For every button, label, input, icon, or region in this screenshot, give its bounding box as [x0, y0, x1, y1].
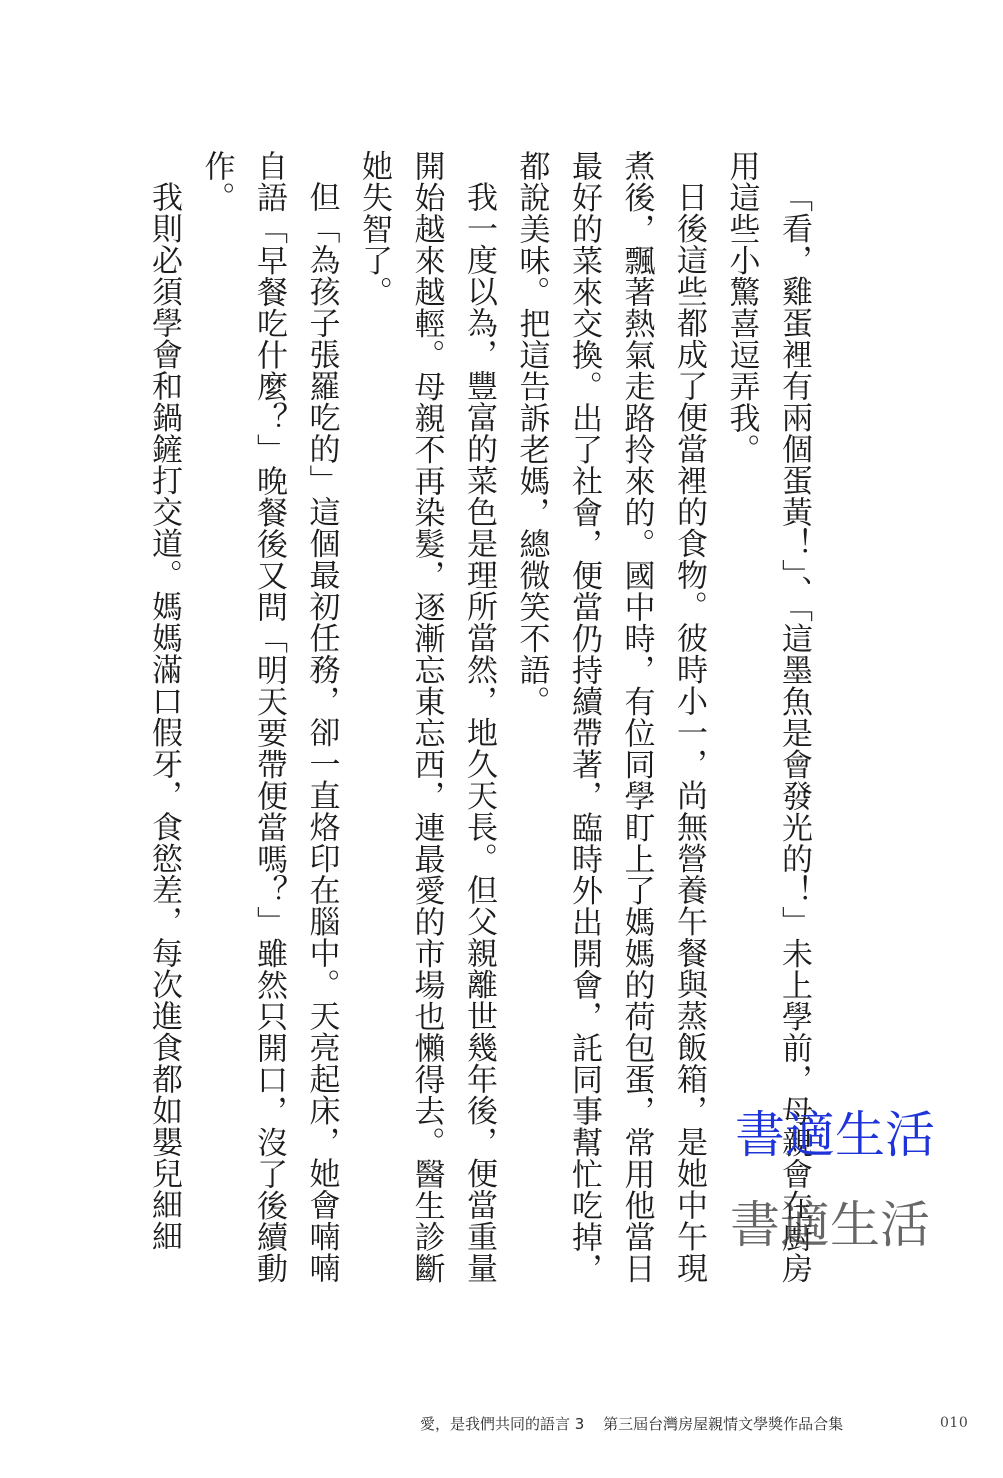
footer-series-title: 愛，是我們共同的語言 3 — [420, 1415, 585, 1433]
footer-collection-title: 第三屆台灣房屋親情文學獎作品合集 — [603, 1415, 844, 1433]
body-text — [146, 150, 820, 1290]
watermark-gray: 書適生活 — [730, 1196, 930, 1254]
paragraph-2: 日後這些都成了便當裡的食物。彼時小一，尚無營養午餐與蒸飯箱，是她中午現煮後，飄著熱氣走路拎來的。國中時，有位同學盯上了媽媽的荷包蛋，常用他當日最好的菜來交換。出了社會，便當仍持續帶著，臨時外出開會，託同事幫忙吃掉，都說美味。把這告訴老媽，總微笑不語。 — [513, 150, 707, 1284]
paragraph-1: 「看，雞蛋裡有兩個蛋黃！」、「這墨魚是會發光的！」未上學前，母親會在廚房用這些小驚喜逗弄我。 — [723, 150, 812, 1284]
page-number: 010 — [940, 1415, 969, 1431]
watermark-blue: 書適生活 — [735, 1106, 935, 1164]
paragraph-5: 我則必須學會和鍋鏟打交道。媽媽滿口假牙，食慾差，每次進食都如嬰兒細細 — [146, 181, 182, 1252]
running-footer — [420, 1413, 843, 1434]
paragraph-3: 我一度以為，豐富的菜色是理所當然，地久天長。但父親離世幾年後，便當重量開始越來越輕。母親不再染髮，逐漸忘東忘西，連最愛的市場也懶得去。醫生診斷她失智了。 — [356, 150, 497, 1284]
paragraph-4: 但「為孩子張羅吃的」這個最初任務，卻一直烙印在腦中。天亮起床，她會喃喃自語「早餐吃什麼？」晚餐後又問「明天要帶便當嗎？」雖然只開口，沒了後續動作。 — [198, 150, 340, 1284]
